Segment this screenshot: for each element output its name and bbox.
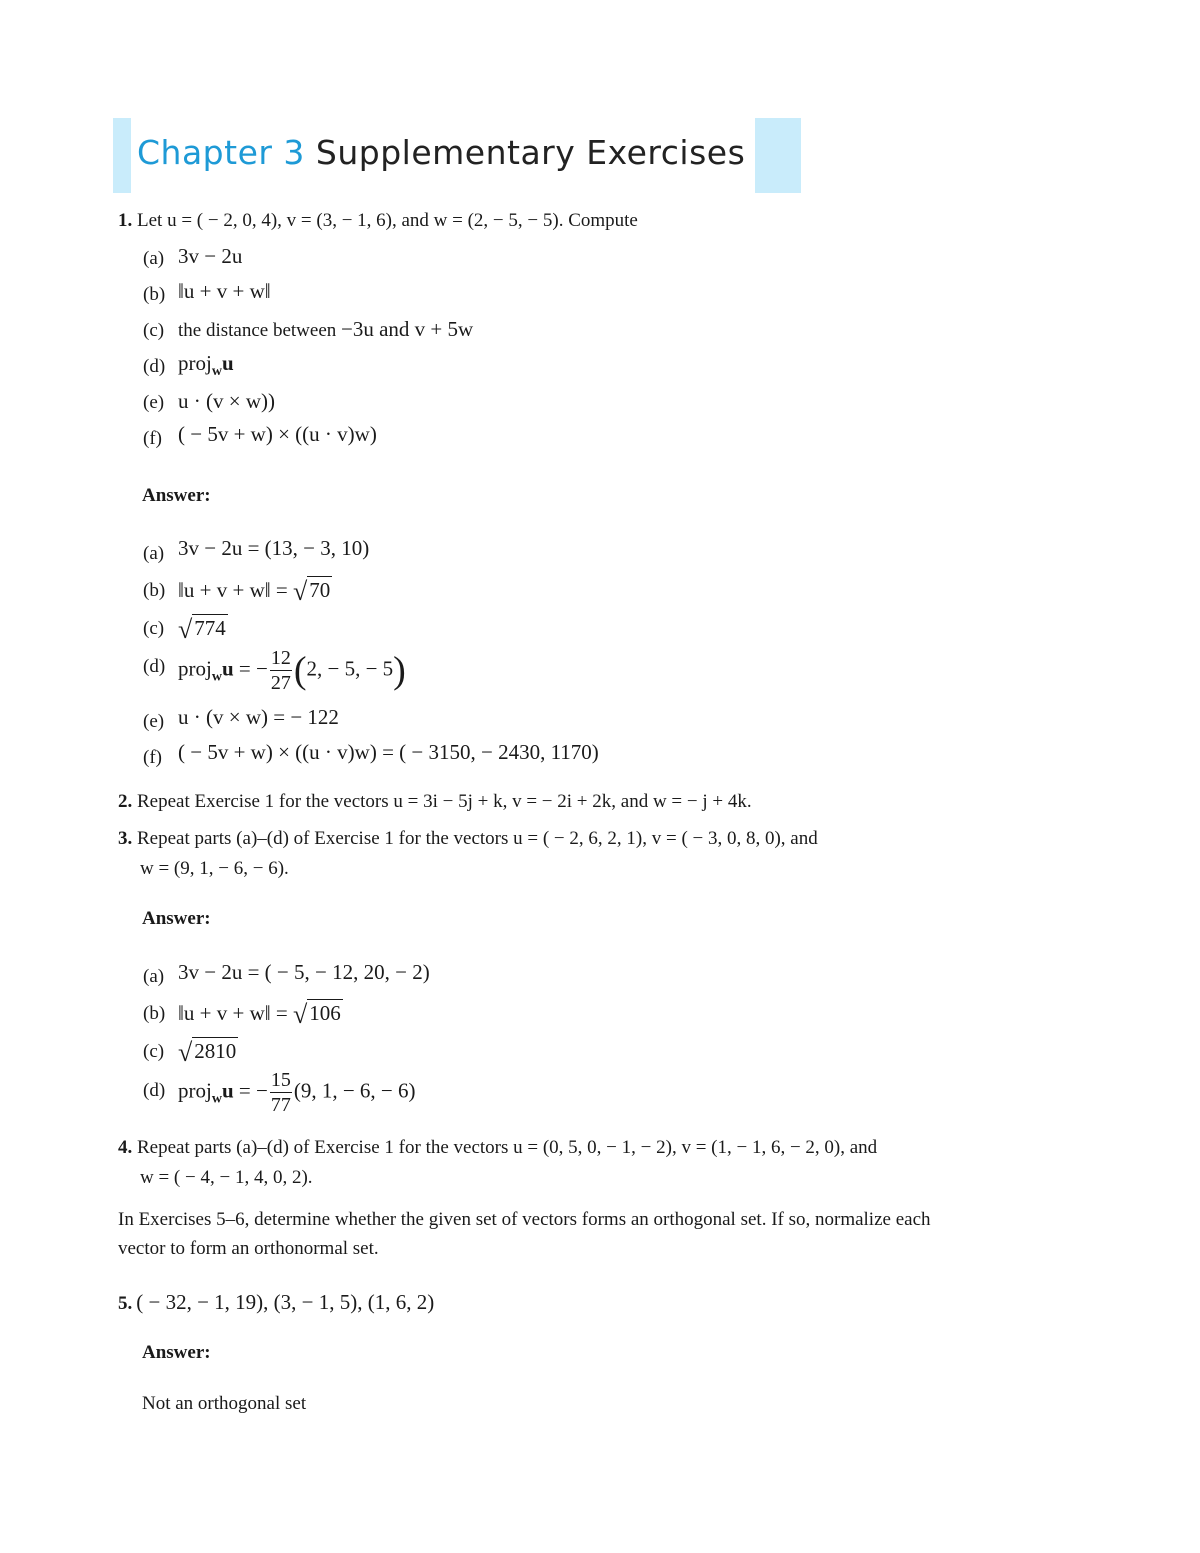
exercise-5 (118, 1290, 434, 1315)
part-text: u · (v × w)) (178, 389, 275, 413)
answer-pre: ‖u + v + w‖ = (178, 578, 293, 602)
proj-vector: u (221, 656, 234, 681)
answer-text: Not an orthogonal set (142, 1393, 307, 1414)
answer-label: (c) (143, 1041, 165, 1062)
paren-close-icon: ) (393, 649, 406, 692)
sqrt-symbol (178, 1038, 238, 1068)
answer-label: (a) (143, 543, 165, 564)
exercise-number: 2. (118, 791, 133, 812)
chapter-label: Chapter 3 (137, 133, 305, 172)
answer-label: (e) (143, 711, 165, 732)
part-pre: the distance between (178, 320, 342, 341)
chapter-title: Supplementary Exercises (315, 133, 746, 172)
answer-text (178, 577, 332, 607)
answer-heading: Answer: (142, 1342, 211, 1363)
exercise-intro: Let u = ( − 2, 0, 4), v = (3, − 1, 6), and w = (2, − 5, − 5). Compute (137, 210, 638, 231)
exercise-4 (118, 1137, 877, 1159)
answer-text (178, 1038, 238, 1068)
answer-label: (a) (143, 966, 165, 987)
answer-label: (f) (143, 747, 162, 768)
part-label: (c) (143, 320, 165, 341)
paren-open-icon: ( (293, 649, 307, 692)
denominator: 27 (270, 672, 291, 694)
radical-icon: √ (178, 615, 193, 644)
fraction (270, 648, 292, 693)
proj-operator: proj (178, 656, 212, 681)
answer-text: proj$_w$u = − $\frac{15}{77}$ (9, 1, − 6, − 6) (178, 1069, 416, 1116)
exercise-number: 3. (118, 828, 133, 849)
part-text (178, 317, 473, 342)
radicand: 106 (309, 1001, 341, 1025)
header-accent-right (755, 118, 801, 193)
proj-subscript: w (211, 669, 222, 685)
vector-components: 2, − 5, − 5 (306, 656, 394, 681)
part-text: 3v − 2u (178, 244, 243, 268)
exercise-number: 1. (118, 210, 133, 231)
fraction (270, 1070, 292, 1115)
exercise-2 (118, 791, 752, 813)
page-title (137, 133, 745, 172)
proj-subscript: w (211, 1091, 222, 1107)
sqrt-symbol (293, 577, 332, 607)
proj-operator: proj (178, 1078, 212, 1103)
exercise-3 (118, 828, 818, 850)
answer-text: u · (v × w) = − 122 (178, 705, 339, 729)
answer-label: (b) (143, 1003, 166, 1024)
exercise-number: 4. (118, 1137, 133, 1158)
exercise-1 (118, 210, 638, 232)
answer-heading: Answer: (142, 485, 211, 506)
answer-label: (d) (143, 656, 166, 677)
answer-text: proj$_w$u = − $\frac{12}{27}$ (2, − 5, − 5) (178, 647, 406, 694)
answer-label: (b) (143, 580, 166, 601)
radicand: 70 (309, 578, 331, 602)
part-label: (b) (143, 284, 166, 305)
answer-heading: Answer: (142, 908, 211, 929)
exercise-text-line1: Repeat parts (a)–(d) of Exercise 1 for the vectors u = ( − 2, 6, 2, 1), v = ( − 3, 0, 8, 0), and (137, 828, 818, 849)
answer-text (178, 1000, 343, 1030)
part-math: −3u and v + 5w (341, 317, 474, 341)
part-label: (d) (143, 356, 166, 377)
answer-text (178, 615, 228, 645)
answer-text: 3v − 2u = ( − 5, − 12, 20, − 2) (178, 960, 430, 984)
exercise-text: Repeat Exercise 1 for the vectors u = 3i − 5j + k, v = − 2i + 2k, and w = − j + 4k. (137, 791, 752, 812)
radical-icon: √ (178, 1038, 193, 1067)
radicand: 774 (194, 616, 226, 640)
proj-vector: u (221, 1078, 234, 1103)
proj-subscript: w (211, 364, 222, 379)
exercise-number: 5. (118, 1293, 133, 1314)
proj-vector: u (221, 351, 234, 375)
radical-icon: √ (293, 1000, 308, 1029)
radical-icon: √ (293, 577, 308, 606)
proj-operator: proj (178, 351, 212, 375)
header-accent-left (113, 118, 131, 193)
answer-label: (c) (143, 618, 165, 639)
instructions-line2: vector to form an orthonormal set. (118, 1238, 379, 1259)
exercise-text-line2: w = ( − 4, − 1, 4, 0, 2). (140, 1167, 313, 1188)
sqrt-symbol (178, 615, 228, 645)
exercise-text-line1: Repeat parts (a)–(d) of Exercise 1 for the vectors u = (0, 5, 0, − 1, − 2), v = (1, − 1, 6, − 2, 0), and (137, 1137, 878, 1158)
vector-components: (9, 1, − 6, − 6) (293, 1078, 416, 1103)
part-label: (e) (143, 392, 165, 413)
denominator: 77 (270, 1094, 291, 1116)
part-text: ( − 5v + w) × ((u · v)w) (178, 422, 377, 446)
answer-label: (d) (143, 1080, 166, 1101)
instructions-line1: In Exercises 5–6, determine whether the given set of vectors forms an orthogonal set. If so, normalize each (118, 1209, 931, 1230)
exercise-text: ( − 32, − 1, 19), (3, − 1, 5), (1, 6, 2) (136, 1290, 435, 1314)
part-text: ‖u + v + w‖ (178, 279, 271, 303)
sqrt-symbol (293, 1000, 343, 1030)
answer-text: ( − 5v + w) × ((u · v)w) = ( − 3150, − 2430, 1170) (178, 740, 599, 764)
exercise-text-line2: w = (9, 1, − 6, − 6). (140, 858, 289, 879)
answer-pre: ‖u + v + w‖ = (178, 1001, 293, 1025)
part-label: (a) (143, 248, 165, 269)
numerator: 12 (270, 647, 291, 669)
radicand: 2810 (194, 1039, 237, 1063)
answer-text: 3v − 2u = (13, − 3, 10) (178, 536, 370, 560)
part-label: (f) (143, 428, 162, 449)
numerator: 15 (270, 1069, 291, 1091)
part-text (178, 351, 234, 380)
